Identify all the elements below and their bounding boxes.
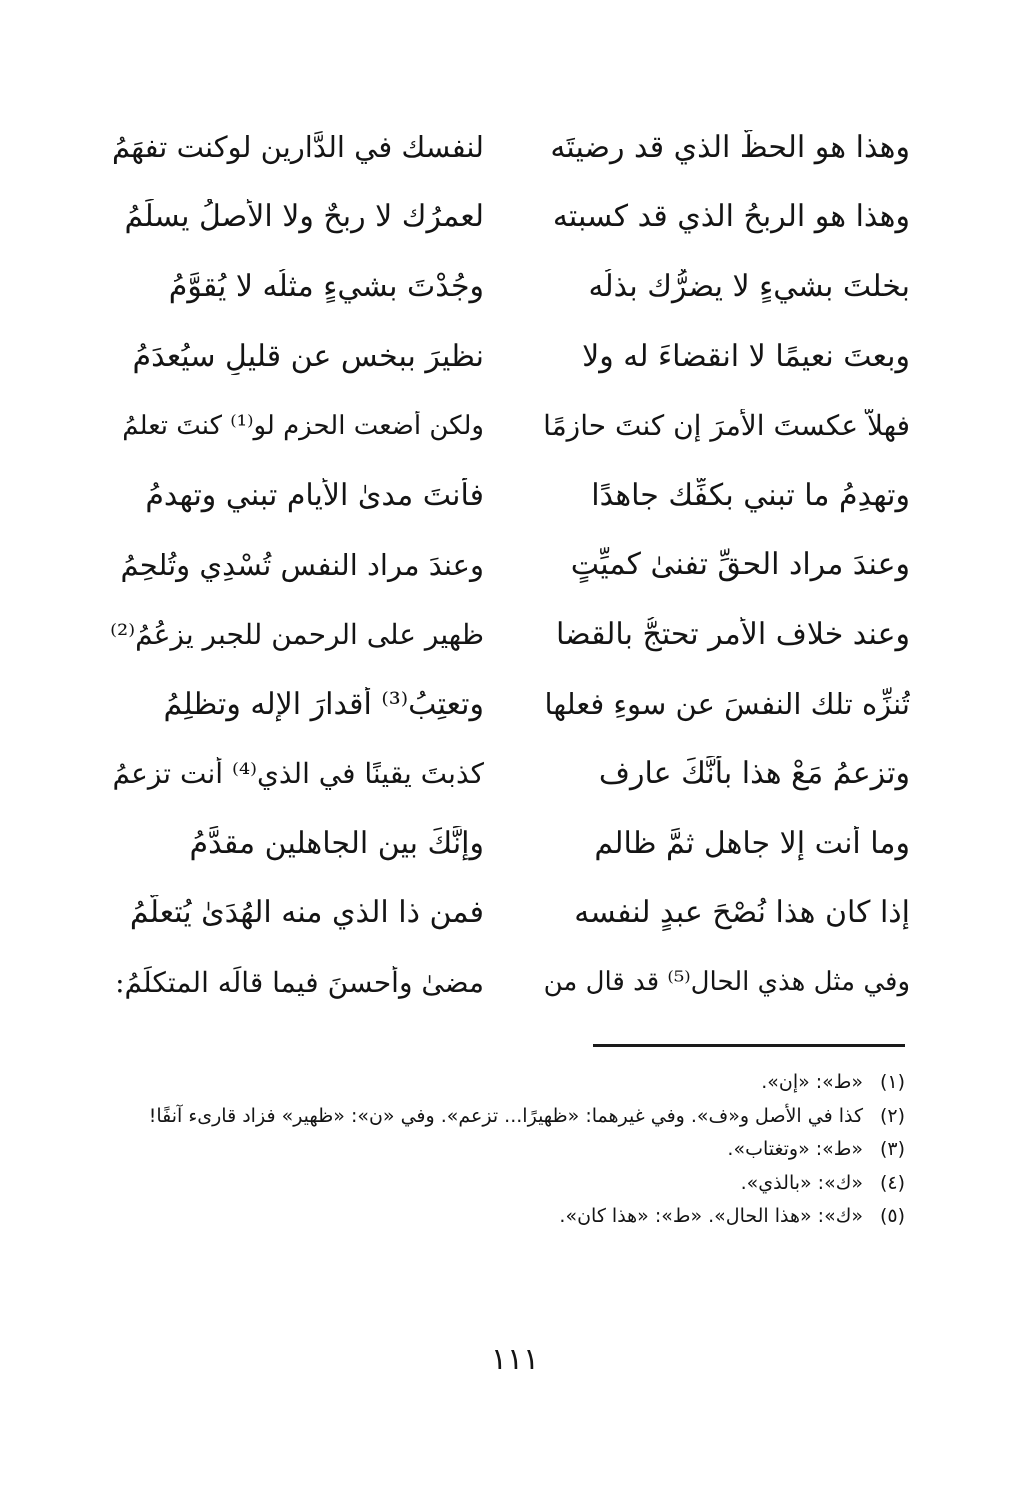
footnote: [110, 1202, 905, 1231]
verse-second-hemistich: ولكن أضعت الحزم لو⁽¹⁾ كنتَ تعلمُ: [122, 410, 484, 441]
footnote-number: (٣): [879, 1138, 905, 1160]
footnote-text: كذا في الأصل و«ف». وفي غيرهما: «ظهيرًا... تزعم». وفي «ن»: «ظهير» فزاد قارىء آنفًا!: [148, 1104, 863, 1127]
footnote-text: «ك»: «هذا الحال». «ط»: «هذا كان».: [559, 1205, 863, 1227]
verse: [110, 739, 910, 809]
verse-first-hemistich: وما أنت إلا جاهل ثمَّ ظالم: [594, 825, 910, 861]
verse-second-hemistich: ظهير على الرحمن للجبر يزعُمُ⁽²⁾: [110, 618, 484, 652]
verse-second-hemistich: لعمرُك لا ربحٌ ولا الأصلُ يسلَمُ: [124, 199, 484, 235]
verse-second-hemistich: فأنتَ مدىٰ الأيام تبني وتهدمُ: [145, 477, 484, 513]
verse-second-hemistich: مضىٰ وأحسنَ فيما قالَه المتكلِّمُ:: [115, 966, 484, 1000]
footnotes: [110, 1068, 905, 1236]
footnote: [110, 1068, 905, 1097]
verse: [110, 670, 910, 740]
footnote-text: «ك»: «بالذي».: [740, 1171, 863, 1194]
verse: [110, 948, 910, 1018]
verse: [110, 391, 910, 461]
verse: [110, 252, 910, 322]
verse-second-hemistich: فمن ذا الذي منه الهُدَىٰ يُتعلَّمُ: [129, 895, 484, 931]
verse-first-hemistich: وعند خلاف الأمر تحتجُّ بالقضا: [555, 616, 910, 652]
footnote: [110, 1135, 905, 1164]
verse-first-hemistich: وفي مثل هذي الحال⁽⁵⁾ قد قال من: [543, 967, 910, 998]
footnote: [110, 1102, 905, 1131]
verse: [110, 183, 910, 253]
verse-second-hemistich: كذبتَ يقينًا في الذي⁽⁴⁾ أنت تزعمُ: [112, 757, 484, 791]
page-number: ١١١: [490, 1342, 540, 1377]
footnote: [110, 1169, 905, 1198]
poem: [110, 113, 910, 1018]
verse-second-hemistich: نظيرَ ببخسٍ عن قليلٍ سيُعدَمُ: [132, 338, 484, 374]
verse-first-hemistich: بخلتَ بشيءٍ لا يضرُّك بذلُه: [588, 268, 910, 304]
footnote-number: (٤): [879, 1171, 905, 1194]
verse: [110, 809, 910, 879]
verse: [110, 461, 910, 531]
verse: [110, 879, 910, 949]
verse: [110, 600, 910, 670]
verse-first-hemistich: وهذا هو الحظُّ الذي قد رضيتَه: [550, 129, 910, 165]
verse-first-hemistich: وتزعمُ مَعْ هذا بأنَّكَ عارف: [598, 756, 910, 792]
verse-first-hemistich: تُنزِّه تلك النفسَ عن سوءِ فعلها: [544, 687, 910, 722]
verse-first-hemistich: وتهدِمُ ما تبني بكفِّك جاهدًا: [591, 477, 910, 513]
footnote-number: (٥): [879, 1205, 905, 1227]
verse-first-hemistich: وهذا هو الربحُ الذي قد كسبته: [552, 199, 910, 235]
verse-second-hemistich: وتعتِبُ⁽³⁾ أقدارَ الإله وتظلِمُ: [163, 686, 484, 722]
verse-second-hemistich: وجُدْتَ بشيءٍ مثلُه لا يُقوَّمُ: [168, 268, 484, 304]
footnote-number: (١): [879, 1071, 905, 1093]
verse-first-hemistich: إذا كان هذا نُصْحَ عبدٍ لنفسه: [574, 895, 910, 931]
footnote-number: (٢): [879, 1104, 905, 1127]
verse: [110, 322, 910, 392]
verse: [110, 113, 910, 183]
verse-second-hemistich: لنفسك في الدَّارين لوكنت تفهَمُ: [111, 130, 484, 165]
verse-first-hemistich: فهلاَّ عكستَ الأمرَ إن كنتَ حازمًا: [543, 409, 910, 443]
verse-second-hemistich: وعندَ مراد النفس تُسْدِي وتُلحِمُ: [120, 547, 484, 582]
footnote-separator: [593, 1044, 905, 1047]
verse-first-hemistich: وبعتَ نعيمًا لا انقضاءَ له ولا: [582, 338, 910, 374]
verse-second-hemistich: وإنَّكَ بين الجاهلين مقدَّمُ: [189, 825, 484, 861]
verse: [110, 531, 910, 601]
verse-first-hemistich: وعندَ مراد الحقِّ تفنىٰ كميِّتٍ: [570, 547, 910, 583]
footnote-text: «ط»: «إن».: [761, 1071, 863, 1093]
footnote-text: «ط»: «وتغتاب».: [727, 1138, 863, 1160]
